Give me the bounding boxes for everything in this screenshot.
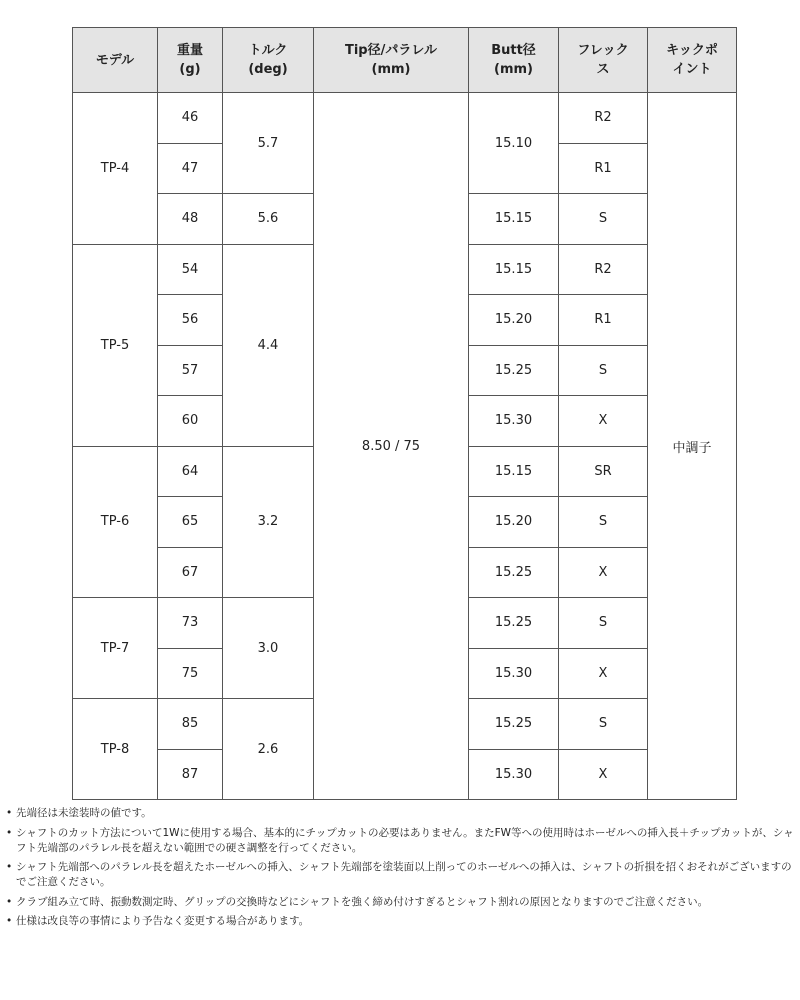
header-torque: トルク (deg): [223, 28, 314, 93]
flex-cell: R1: [559, 295, 648, 346]
flex-cell: SR: [559, 446, 648, 497]
flex-cell: X: [559, 547, 648, 598]
weight-cell: 48: [158, 194, 223, 245]
butt-cell: 15.30: [469, 396, 559, 447]
butt-cell: 15.20: [469, 497, 559, 548]
butt-cell: 15.25: [469, 345, 559, 396]
weight-cell: 65: [158, 497, 223, 548]
weight-cell: 46: [158, 93, 223, 144]
weight-cell: 73: [158, 598, 223, 649]
notes-list: [6, 806, 796, 934]
note-item: [6, 806, 796, 821]
weight-cell: 54: [158, 244, 223, 295]
model-cell: TP-4: [73, 93, 158, 245]
flex-cell: R2: [559, 244, 648, 295]
weight-cell: 75: [158, 648, 223, 699]
spec-table: [72, 27, 737, 800]
butt-cell: 15.25: [469, 598, 559, 649]
header-tip-parallel: Tip径/パラレル (mm): [314, 28, 469, 93]
model-cell: TP-5: [73, 244, 158, 446]
tip-parallel-cell: 8.50 / 75: [314, 93, 469, 800]
flex-cell: X: [559, 396, 648, 447]
torque-cell: 3.0: [223, 598, 314, 699]
flex-cell: X: [559, 749, 648, 800]
butt-cell: 15.25: [469, 547, 559, 598]
header-kick-point: キックポ イント: [648, 28, 737, 93]
bullet-icon: •: [6, 807, 13, 819]
torque-cell: 4.4: [223, 244, 314, 446]
model-cell: TP-6: [73, 446, 158, 598]
flex-cell: R2: [559, 93, 648, 144]
torque-cell: 5.6: [223, 194, 314, 245]
butt-cell: 15.20: [469, 295, 559, 346]
note-text: クラブ組み立て時、振動数測定時、グリップの交換時などにシャフトを強く締め付けすぎるとシャフト割れの原因となりますのでご注意ください。: [16, 895, 709, 908]
butt-cell: 15.10: [469, 93, 559, 194]
table-row: [73, 93, 737, 144]
note-item: [6, 826, 796, 856]
note-item: [6, 895, 796, 910]
torque-cell: 2.6: [223, 699, 314, 800]
spec-body: [73, 93, 737, 800]
weight-cell: 47: [158, 143, 223, 194]
flex-cell: R1: [559, 143, 648, 194]
flex-cell: S: [559, 194, 648, 245]
weight-cell: 87: [158, 749, 223, 800]
header-flex: フレック ス: [559, 28, 648, 93]
flex-cell: S: [559, 598, 648, 649]
bullet-icon: •: [6, 826, 13, 839]
butt-cell: 15.30: [469, 648, 559, 699]
weight-cell: 56: [158, 295, 223, 346]
flex-cell: S: [559, 699, 648, 750]
note-text: シャフトのカット方法について1Wに使用する場合、基本的にチップカットの必要はありません。またFW等への使用時はホーゼルへの挿入長＋チップカットが、シャフト先端部のパラレル長を超えない範囲での硬さ調整を行ってください。: [16, 826, 794, 854]
weight-cell: 64: [158, 446, 223, 497]
weight-cell: 85: [158, 699, 223, 750]
butt-cell: 15.15: [469, 446, 559, 497]
torque-cell: 5.7: [223, 93, 314, 194]
flex-cell: S: [559, 497, 648, 548]
header-weight: 重量 (g): [158, 28, 223, 93]
butt-cell: 15.30: [469, 749, 559, 800]
flex-cell: X: [559, 648, 648, 699]
note-item: [6, 860, 796, 890]
note-text: 先端径は未塗装時の値です。: [16, 807, 152, 819]
butt-cell: 15.25: [469, 699, 559, 750]
note-text: シャフト先端部へのパラレル長を超えたホーゼルへの挿入、シャフト先端部を塗装面以上削ってのホーゼルへの挿入は、シャフトの折損を招くおそれがございますのでご注意ください。: [16, 861, 792, 888]
bullet-icon: •: [6, 895, 13, 908]
butt-cell: 15.15: [469, 194, 559, 245]
bullet-icon: •: [6, 861, 13, 873]
butt-cell: 15.15: [469, 244, 559, 295]
note-item: [6, 914, 796, 929]
weight-cell: 67: [158, 547, 223, 598]
torque-cell: 3.2: [223, 446, 314, 598]
model-cell: TP-7: [73, 598, 158, 699]
weight-cell: 57: [158, 345, 223, 396]
note-text: 仕様は改良等の事情により予告なく変更する場合があります。: [16, 915, 310, 927]
kick-point-cell: 中調子: [648, 93, 737, 800]
header-model: モデル: [73, 28, 158, 93]
header-row: [73, 28, 737, 93]
header-butt: Butt径 (mm): [469, 28, 559, 93]
flex-cell: S: [559, 345, 648, 396]
bullet-icon: •: [6, 915, 13, 927]
weight-cell: 60: [158, 396, 223, 447]
model-cell: TP-8: [73, 699, 158, 800]
